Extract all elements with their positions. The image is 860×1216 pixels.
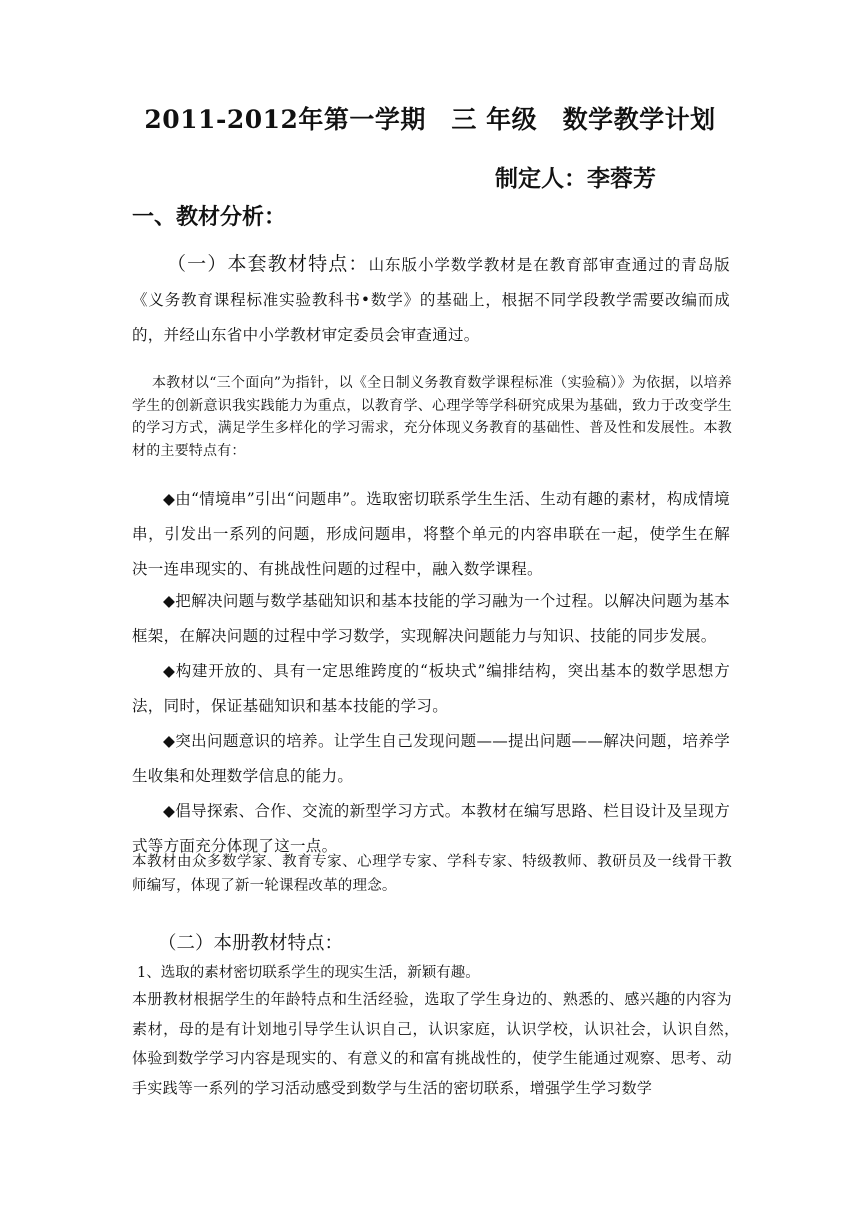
feature-item: ◆倡导探索、合作、交流的新型学习方式。本教材在编写思路、栏目设计及呈现方式等方面充分体现了这一点。 bbox=[132, 802, 730, 855]
paragraph-series-features bbox=[132, 247, 730, 353]
subsection-lead-series-features: （一）本套教材特点： bbox=[167, 253, 369, 275]
section-heading-textbook-analysis: 一、教材分析： bbox=[132, 204, 287, 230]
author-line: 制定人：李蓉芳 bbox=[495, 165, 656, 192]
subsection-heading-volume-features: （二）本册教材特点： bbox=[158, 933, 344, 954]
paragraph-volume-features: 本册教材根据学生的年龄特点和生活经验，选取了学生身边的、熟悉的、感兴趣的内容为素材，母的是有计划地引导学生认识自己，认识家庭，认识学校，认识社会，认识自然， 体验到数学学习内容是现实的、有意义的和富有挑战性的，使学生能通过观察、思考、动手实践等一系列的学习活动感受到数学与生活的密切联系，增强学生学习数学 bbox=[132, 990, 748, 1097]
feature-item: ◆突出问题意识的培养。让学生自己发现问题——提出问题——解决问题，培养学生收集和处理数学信息的能力。 bbox=[132, 732, 730, 785]
paragraph-textbook-intro: 本教材以“三个面向”为指针，以《全日制义务教育数学课程标准（实验稿）》为依据，以培养学生的创新意识我实践能力为重点，以教育学、心理学等学科研究成果为基础，致力于改变学生的学习方式，满足学生多样化的学习需求，充分体现义务教育的基础性、普及性和发展性。本教材的主要特点有： bbox=[132, 375, 732, 459]
document-title: 2011-2012年第一学期 三 年级 数学教学计划 bbox=[144, 105, 716, 134]
feature-item: ◆构建开放的、具有一定思维跨度的“板块式”编排结构，突出基本的数学思想方法，同时，保证基础知识和基本技能的学习。 bbox=[132, 662, 730, 715]
volume-feature-item-1: 1、选取的素材密切联系学生的现实生活，新颖有趣。 bbox=[137, 965, 480, 981]
feature-item: ◆由“情境串”引出“问题串”。选取密切联系学生生活、生动有趣的素材，构成情境串，引发出一系列的问题，形成问题串，将整个单元的内容串联在一起，使学生在解决一连串现实的、有挑战性问题的过程中，融入数学课程。 bbox=[132, 490, 730, 578]
feature-item: ◆把解决问题与数学基础知识和基本技能的学习融为一个过程。以解决问题为基本框架，在解决问题的过程中学习数学，实现解决问题能力与知识、技能的同步发展。 bbox=[132, 592, 730, 645]
series-features-text: 山东版小学数学教材是在教育部审查通过的青岛版《义务教育课程标准实验教科书•数学》的基础上，根据不同学段教学需要改编而成的，并经山东省中小学教材审定委员会审查通过。 bbox=[132, 256, 730, 344]
paragraph-authors-note: 本教材由众多数学家、教育专家、心理学专家、学科专家、特级教师、教研员及一线骨干教师编写，体现了新一轮课程改革的理念。 bbox=[132, 854, 732, 894]
